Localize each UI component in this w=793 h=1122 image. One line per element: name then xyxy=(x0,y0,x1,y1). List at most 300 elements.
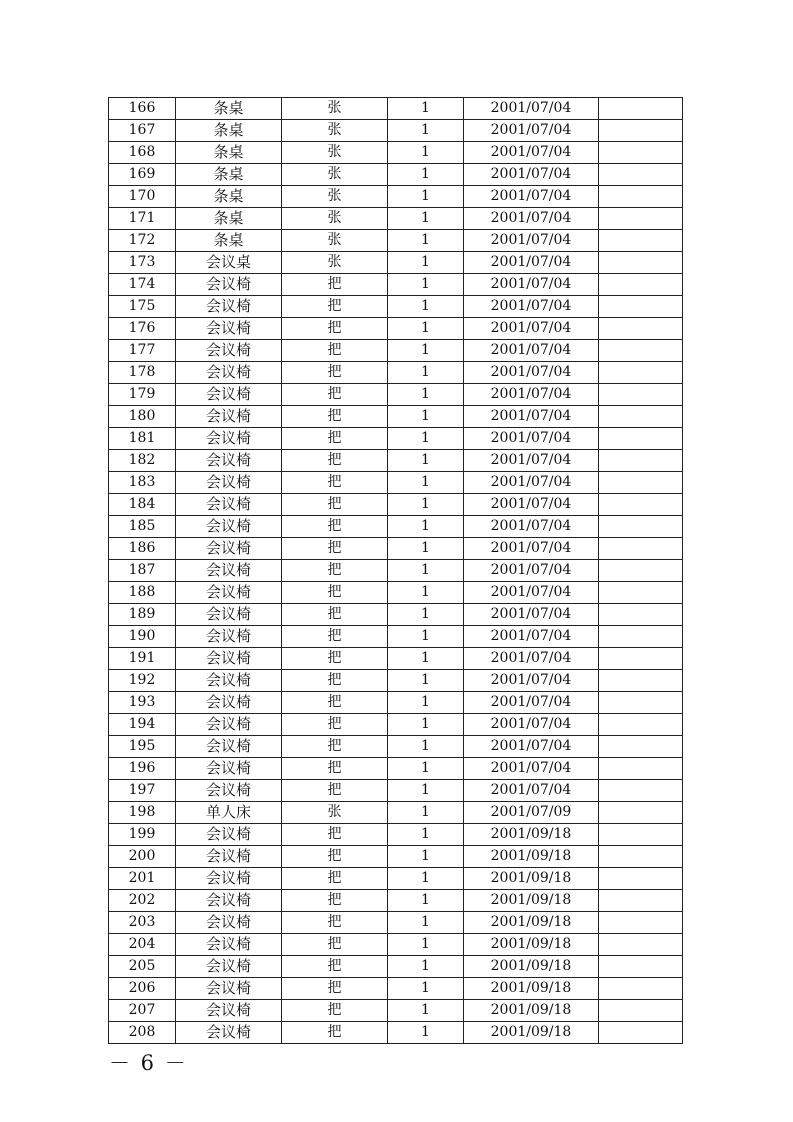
table-row xyxy=(109,362,683,384)
item-quantity-cell: 1 xyxy=(388,516,464,538)
item-note-cell xyxy=(599,98,683,120)
table-row xyxy=(109,846,683,868)
item-number-cell: 182 xyxy=(109,450,176,472)
item-number-cell: 196 xyxy=(109,758,176,780)
item-name-cell: 会议椅 xyxy=(176,516,282,538)
table-row xyxy=(109,472,683,494)
table-row xyxy=(109,516,683,538)
table-row xyxy=(109,406,683,428)
item-unit-cell: 把 xyxy=(282,296,388,318)
item-quantity-cell: 1 xyxy=(388,714,464,736)
item-quantity-cell: 1 xyxy=(388,472,464,494)
item-quantity-cell: 1 xyxy=(388,494,464,516)
item-note-cell xyxy=(599,1022,683,1044)
item-number-cell: 168 xyxy=(109,142,176,164)
item-number-cell: 183 xyxy=(109,472,176,494)
item-note-cell xyxy=(599,824,683,846)
item-unit-cell: 把 xyxy=(282,692,388,714)
item-number-cell: 173 xyxy=(109,252,176,274)
item-note-cell xyxy=(599,494,683,516)
item-date-cell: 2001/07/04 xyxy=(464,516,599,538)
item-name-cell: 会议椅 xyxy=(176,406,282,428)
item-number-cell: 201 xyxy=(109,868,176,890)
item-number-cell: 193 xyxy=(109,692,176,714)
item-number-cell: 180 xyxy=(109,406,176,428)
item-quantity-cell: 1 xyxy=(388,824,464,846)
item-number-cell: 175 xyxy=(109,296,176,318)
item-name-cell: 会议椅 xyxy=(176,956,282,978)
item-quantity-cell: 1 xyxy=(388,780,464,802)
item-date-cell: 2001/09/18 xyxy=(464,978,599,1000)
item-name-cell: 会议椅 xyxy=(176,1022,282,1044)
item-quantity-cell: 1 xyxy=(388,406,464,428)
item-number-cell: 167 xyxy=(109,120,176,142)
item-note-cell xyxy=(599,362,683,384)
item-unit-cell: 张 xyxy=(282,802,388,824)
item-number-cell: 195 xyxy=(109,736,176,758)
item-name-cell: 条桌 xyxy=(176,98,282,120)
table-row xyxy=(109,274,683,296)
item-unit-cell: 把 xyxy=(282,670,388,692)
item-unit-cell: 张 xyxy=(282,252,388,274)
item-name-cell: 条桌 xyxy=(176,230,282,252)
item-name-cell: 会议椅 xyxy=(176,780,282,802)
item-date-cell: 2001/09/18 xyxy=(464,868,599,890)
item-number-cell: 185 xyxy=(109,516,176,538)
page-number: － 6 － xyxy=(109,1051,188,1075)
item-name-cell: 会议椅 xyxy=(176,560,282,582)
item-number-cell: 200 xyxy=(109,846,176,868)
item-date-cell: 2001/09/18 xyxy=(464,846,599,868)
item-number-cell: 194 xyxy=(109,714,176,736)
item-note-cell xyxy=(599,164,683,186)
table-row xyxy=(109,384,683,406)
item-name-cell: 会议椅 xyxy=(176,340,282,362)
item-unit-cell: 把 xyxy=(282,736,388,758)
item-name-cell: 会议桌 xyxy=(176,252,282,274)
item-quantity-cell: 1 xyxy=(388,120,464,142)
table-row xyxy=(109,1000,683,1022)
item-quantity-cell: 1 xyxy=(388,648,464,670)
item-name-cell: 会议椅 xyxy=(176,934,282,956)
table-row xyxy=(109,538,683,560)
table-row xyxy=(109,736,683,758)
item-date-cell: 2001/07/04 xyxy=(464,494,599,516)
table-row xyxy=(109,780,683,802)
item-unit-cell: 把 xyxy=(282,912,388,934)
item-quantity-cell: 1 xyxy=(388,934,464,956)
item-unit-cell: 把 xyxy=(282,956,388,978)
item-name-cell: 条桌 xyxy=(176,186,282,208)
item-date-cell: 2001/09/18 xyxy=(464,1000,599,1022)
item-unit-cell: 把 xyxy=(282,362,388,384)
item-quantity-cell: 1 xyxy=(388,912,464,934)
item-date-cell: 2001/07/04 xyxy=(464,252,599,274)
item-date-cell: 2001/07/04 xyxy=(464,230,599,252)
item-number-cell: 169 xyxy=(109,164,176,186)
table-row xyxy=(109,186,683,208)
item-date-cell: 2001/07/04 xyxy=(464,626,599,648)
item-note-cell xyxy=(599,956,683,978)
item-number-cell: 204 xyxy=(109,934,176,956)
item-unit-cell: 张 xyxy=(282,230,388,252)
item-quantity-cell: 1 xyxy=(388,208,464,230)
item-name-cell: 会议椅 xyxy=(176,384,282,406)
item-quantity-cell: 1 xyxy=(388,626,464,648)
item-name-cell: 会议椅 xyxy=(176,296,282,318)
item-note-cell xyxy=(599,538,683,560)
item-date-cell: 2001/07/04 xyxy=(464,604,599,626)
item-quantity-cell: 1 xyxy=(388,890,464,912)
item-note-cell xyxy=(599,912,683,934)
item-date-cell: 2001/07/04 xyxy=(464,142,599,164)
item-name-cell: 会议椅 xyxy=(176,714,282,736)
item-date-cell: 2001/09/18 xyxy=(464,890,599,912)
item-note-cell xyxy=(599,450,683,472)
item-note-cell xyxy=(599,340,683,362)
item-date-cell: 2001/07/04 xyxy=(464,406,599,428)
item-name-cell: 条桌 xyxy=(176,208,282,230)
item-name-cell: 会议椅 xyxy=(176,472,282,494)
item-name-cell: 会议椅 xyxy=(176,912,282,934)
asset-table xyxy=(108,97,683,1044)
table-row xyxy=(109,956,683,978)
item-unit-cell: 把 xyxy=(282,846,388,868)
item-unit-cell: 把 xyxy=(282,494,388,516)
item-note-cell xyxy=(599,868,683,890)
item-note-cell xyxy=(599,758,683,780)
item-name-cell: 条桌 xyxy=(176,120,282,142)
item-number-cell: 199 xyxy=(109,824,176,846)
item-quantity-cell: 1 xyxy=(388,604,464,626)
item-note-cell xyxy=(599,318,683,340)
table-row xyxy=(109,230,683,252)
item-note-cell xyxy=(599,560,683,582)
item-date-cell: 2001/07/04 xyxy=(464,736,599,758)
item-quantity-cell: 1 xyxy=(388,758,464,780)
item-unit-cell: 把 xyxy=(282,428,388,450)
item-date-cell: 2001/09/18 xyxy=(464,824,599,846)
item-quantity-cell: 1 xyxy=(388,670,464,692)
item-date-cell: 2001/09/18 xyxy=(464,934,599,956)
item-name-cell: 会议椅 xyxy=(176,670,282,692)
item-date-cell: 2001/07/04 xyxy=(464,648,599,670)
item-date-cell: 2001/07/04 xyxy=(464,274,599,296)
item-quantity-cell: 1 xyxy=(388,538,464,560)
item-note-cell xyxy=(599,714,683,736)
table-row xyxy=(109,318,683,340)
table-row xyxy=(109,648,683,670)
item-unit-cell: 把 xyxy=(282,450,388,472)
item-number-cell: 178 xyxy=(109,362,176,384)
table-row xyxy=(109,142,683,164)
item-date-cell: 2001/07/04 xyxy=(464,164,599,186)
item-date-cell: 2001/07/04 xyxy=(464,758,599,780)
table-row xyxy=(109,120,683,142)
item-number-cell: 172 xyxy=(109,230,176,252)
item-unit-cell: 张 xyxy=(282,208,388,230)
item-date-cell: 2001/09/18 xyxy=(464,912,599,934)
item-note-cell xyxy=(599,934,683,956)
item-number-cell: 184 xyxy=(109,494,176,516)
item-note-cell xyxy=(599,296,683,318)
table-row xyxy=(109,626,683,648)
table-row xyxy=(109,98,683,120)
item-quantity-cell: 1 xyxy=(388,450,464,472)
item-unit-cell: 把 xyxy=(282,560,388,582)
table-row xyxy=(109,604,683,626)
item-name-cell: 会议椅 xyxy=(176,1000,282,1022)
item-note-cell xyxy=(599,692,683,714)
item-name-cell: 会议椅 xyxy=(176,626,282,648)
table-row xyxy=(109,164,683,186)
table-row xyxy=(109,868,683,890)
table-row xyxy=(109,560,683,582)
item-note-cell xyxy=(599,252,683,274)
item-quantity-cell: 1 xyxy=(388,274,464,296)
item-name-cell: 会议椅 xyxy=(176,846,282,868)
item-name-cell: 会议椅 xyxy=(176,604,282,626)
item-note-cell xyxy=(599,670,683,692)
item-note-cell xyxy=(599,120,683,142)
item-name-cell: 会议椅 xyxy=(176,978,282,1000)
item-note-cell xyxy=(599,978,683,1000)
table-row xyxy=(109,824,683,846)
item-note-cell xyxy=(599,274,683,296)
item-number-cell: 179 xyxy=(109,384,176,406)
item-number-cell: 171 xyxy=(109,208,176,230)
item-date-cell: 2001/07/04 xyxy=(464,538,599,560)
item-note-cell xyxy=(599,142,683,164)
item-quantity-cell: 1 xyxy=(388,164,464,186)
item-quantity-cell: 1 xyxy=(388,736,464,758)
table-row xyxy=(109,252,683,274)
item-quantity-cell: 1 xyxy=(388,1000,464,1022)
item-unit-cell: 把 xyxy=(282,824,388,846)
item-quantity-cell: 1 xyxy=(388,978,464,1000)
item-unit-cell: 把 xyxy=(282,780,388,802)
table-row xyxy=(109,428,683,450)
item-name-cell: 会议椅 xyxy=(176,318,282,340)
item-unit-cell: 把 xyxy=(282,604,388,626)
item-quantity-cell: 1 xyxy=(388,1022,464,1044)
table-row xyxy=(109,758,683,780)
item-quantity-cell: 1 xyxy=(388,692,464,714)
item-number-cell: 186 xyxy=(109,538,176,560)
item-number-cell: 190 xyxy=(109,626,176,648)
item-date-cell: 2001/07/04 xyxy=(464,560,599,582)
item-date-cell: 2001/07/04 xyxy=(464,120,599,142)
item-quantity-cell: 1 xyxy=(388,956,464,978)
item-quantity-cell: 1 xyxy=(388,98,464,120)
item-unit-cell: 张 xyxy=(282,98,388,120)
item-unit-cell: 把 xyxy=(282,318,388,340)
table-row xyxy=(109,450,683,472)
item-name-cell: 条桌 xyxy=(176,142,282,164)
item-number-cell: 205 xyxy=(109,956,176,978)
item-date-cell: 2001/07/04 xyxy=(464,186,599,208)
item-unit-cell: 把 xyxy=(282,648,388,670)
table-row xyxy=(109,340,683,362)
item-date-cell: 2001/07/04 xyxy=(464,318,599,340)
item-note-cell xyxy=(599,736,683,758)
item-date-cell: 2001/07/04 xyxy=(464,384,599,406)
item-quantity-cell: 1 xyxy=(388,846,464,868)
item-number-cell: 202 xyxy=(109,890,176,912)
item-date-cell: 2001/07/04 xyxy=(464,582,599,604)
item-note-cell xyxy=(599,582,683,604)
item-number-cell: 176 xyxy=(109,318,176,340)
item-number-cell: 203 xyxy=(109,912,176,934)
item-number-cell: 166 xyxy=(109,98,176,120)
item-unit-cell: 把 xyxy=(282,868,388,890)
item-name-cell: 会议椅 xyxy=(176,494,282,516)
item-note-cell xyxy=(599,472,683,494)
item-unit-cell: 把 xyxy=(282,934,388,956)
item-name-cell: 会议椅 xyxy=(176,582,282,604)
item-note-cell xyxy=(599,186,683,208)
item-number-cell: 208 xyxy=(109,1022,176,1044)
item-quantity-cell: 1 xyxy=(388,186,464,208)
item-unit-cell: 把 xyxy=(282,516,388,538)
item-unit-cell: 把 xyxy=(282,714,388,736)
item-note-cell xyxy=(599,846,683,868)
item-name-cell: 会议椅 xyxy=(176,648,282,670)
item-unit-cell: 把 xyxy=(282,1000,388,1022)
item-date-cell: 2001/09/18 xyxy=(464,956,599,978)
table-row xyxy=(109,582,683,604)
item-number-cell: 191 xyxy=(109,648,176,670)
item-note-cell xyxy=(599,604,683,626)
item-quantity-cell: 1 xyxy=(388,582,464,604)
item-name-cell: 会议椅 xyxy=(176,890,282,912)
item-unit-cell: 把 xyxy=(282,582,388,604)
item-quantity-cell: 1 xyxy=(388,560,464,582)
item-unit-cell: 把 xyxy=(282,384,388,406)
item-name-cell: 会议椅 xyxy=(176,868,282,890)
item-note-cell xyxy=(599,1000,683,1022)
item-note-cell xyxy=(599,780,683,802)
item-number-cell: 177 xyxy=(109,340,176,362)
item-date-cell: 2001/07/04 xyxy=(464,362,599,384)
table-row xyxy=(109,714,683,736)
item-quantity-cell: 1 xyxy=(388,142,464,164)
item-unit-cell: 张 xyxy=(282,164,388,186)
item-quantity-cell: 1 xyxy=(388,428,464,450)
item-unit-cell: 把 xyxy=(282,978,388,1000)
table-row xyxy=(109,296,683,318)
item-name-cell: 会议椅 xyxy=(176,538,282,560)
item-date-cell: 2001/07/04 xyxy=(464,692,599,714)
item-unit-cell: 把 xyxy=(282,472,388,494)
item-name-cell: 会议椅 xyxy=(176,274,282,296)
item-date-cell: 2001/07/04 xyxy=(464,296,599,318)
item-unit-cell: 把 xyxy=(282,890,388,912)
table-row xyxy=(109,692,683,714)
item-note-cell xyxy=(599,890,683,912)
item-name-cell: 条桌 xyxy=(176,164,282,186)
item-unit-cell: 把 xyxy=(282,626,388,648)
table-row xyxy=(109,208,683,230)
item-number-cell: 198 xyxy=(109,802,176,824)
item-date-cell: 2001/09/18 xyxy=(464,1022,599,1044)
item-note-cell xyxy=(599,626,683,648)
item-unit-cell: 把 xyxy=(282,406,388,428)
item-note-cell xyxy=(599,516,683,538)
table-row xyxy=(109,934,683,956)
table-row xyxy=(109,1022,683,1044)
item-quantity-cell: 1 xyxy=(388,868,464,890)
item-number-cell: 187 xyxy=(109,560,176,582)
item-date-cell: 2001/07/04 xyxy=(464,714,599,736)
item-number-cell: 170 xyxy=(109,186,176,208)
item-quantity-cell: 1 xyxy=(388,340,464,362)
item-name-cell: 会议椅 xyxy=(176,758,282,780)
item-date-cell: 2001/07/04 xyxy=(464,780,599,802)
item-note-cell xyxy=(599,428,683,450)
item-number-cell: 174 xyxy=(109,274,176,296)
item-date-cell: 2001/07/04 xyxy=(464,98,599,120)
item-number-cell: 189 xyxy=(109,604,176,626)
item-date-cell: 2001/07/04 xyxy=(464,340,599,362)
item-date-cell: 2001/07/04 xyxy=(464,670,599,692)
item-number-cell: 197 xyxy=(109,780,176,802)
item-quantity-cell: 1 xyxy=(388,252,464,274)
item-date-cell: 2001/07/04 xyxy=(464,472,599,494)
item-quantity-cell: 1 xyxy=(388,362,464,384)
item-date-cell: 2001/07/04 xyxy=(464,450,599,472)
item-number-cell: 192 xyxy=(109,670,176,692)
item-unit-cell: 把 xyxy=(282,758,388,780)
item-number-cell: 206 xyxy=(109,978,176,1000)
table-row xyxy=(109,802,683,824)
item-note-cell xyxy=(599,802,683,824)
item-name-cell: 会议椅 xyxy=(176,824,282,846)
item-note-cell xyxy=(599,648,683,670)
item-quantity-cell: 1 xyxy=(388,384,464,406)
item-note-cell xyxy=(599,208,683,230)
item-note-cell xyxy=(599,406,683,428)
item-quantity-cell: 1 xyxy=(388,802,464,824)
table-row xyxy=(109,978,683,1000)
item-date-cell: 2001/07/09 xyxy=(464,802,599,824)
item-number-cell: 181 xyxy=(109,428,176,450)
item-quantity-cell: 1 xyxy=(388,318,464,340)
table-row xyxy=(109,890,683,912)
item-unit-cell: 张 xyxy=(282,142,388,164)
item-date-cell: 2001/07/04 xyxy=(464,428,599,450)
item-date-cell: 2001/07/04 xyxy=(464,208,599,230)
item-name-cell: 会议椅 xyxy=(176,362,282,384)
item-quantity-cell: 1 xyxy=(388,296,464,318)
item-unit-cell: 把 xyxy=(282,340,388,362)
item-name-cell: 会议椅 xyxy=(176,428,282,450)
table-row xyxy=(109,912,683,934)
item-number-cell: 207 xyxy=(109,1000,176,1022)
item-name-cell: 单人床 xyxy=(176,802,282,824)
item-name-cell: 会议椅 xyxy=(176,692,282,714)
item-note-cell xyxy=(599,384,683,406)
item-unit-cell: 把 xyxy=(282,1022,388,1044)
item-unit-cell: 张 xyxy=(282,186,388,208)
item-unit-cell: 把 xyxy=(282,274,388,296)
item-name-cell: 会议椅 xyxy=(176,450,282,472)
table-row xyxy=(109,670,683,692)
asset-table-body xyxy=(109,98,683,1044)
item-unit-cell: 张 xyxy=(282,120,388,142)
item-number-cell: 188 xyxy=(109,582,176,604)
item-quantity-cell: 1 xyxy=(388,230,464,252)
